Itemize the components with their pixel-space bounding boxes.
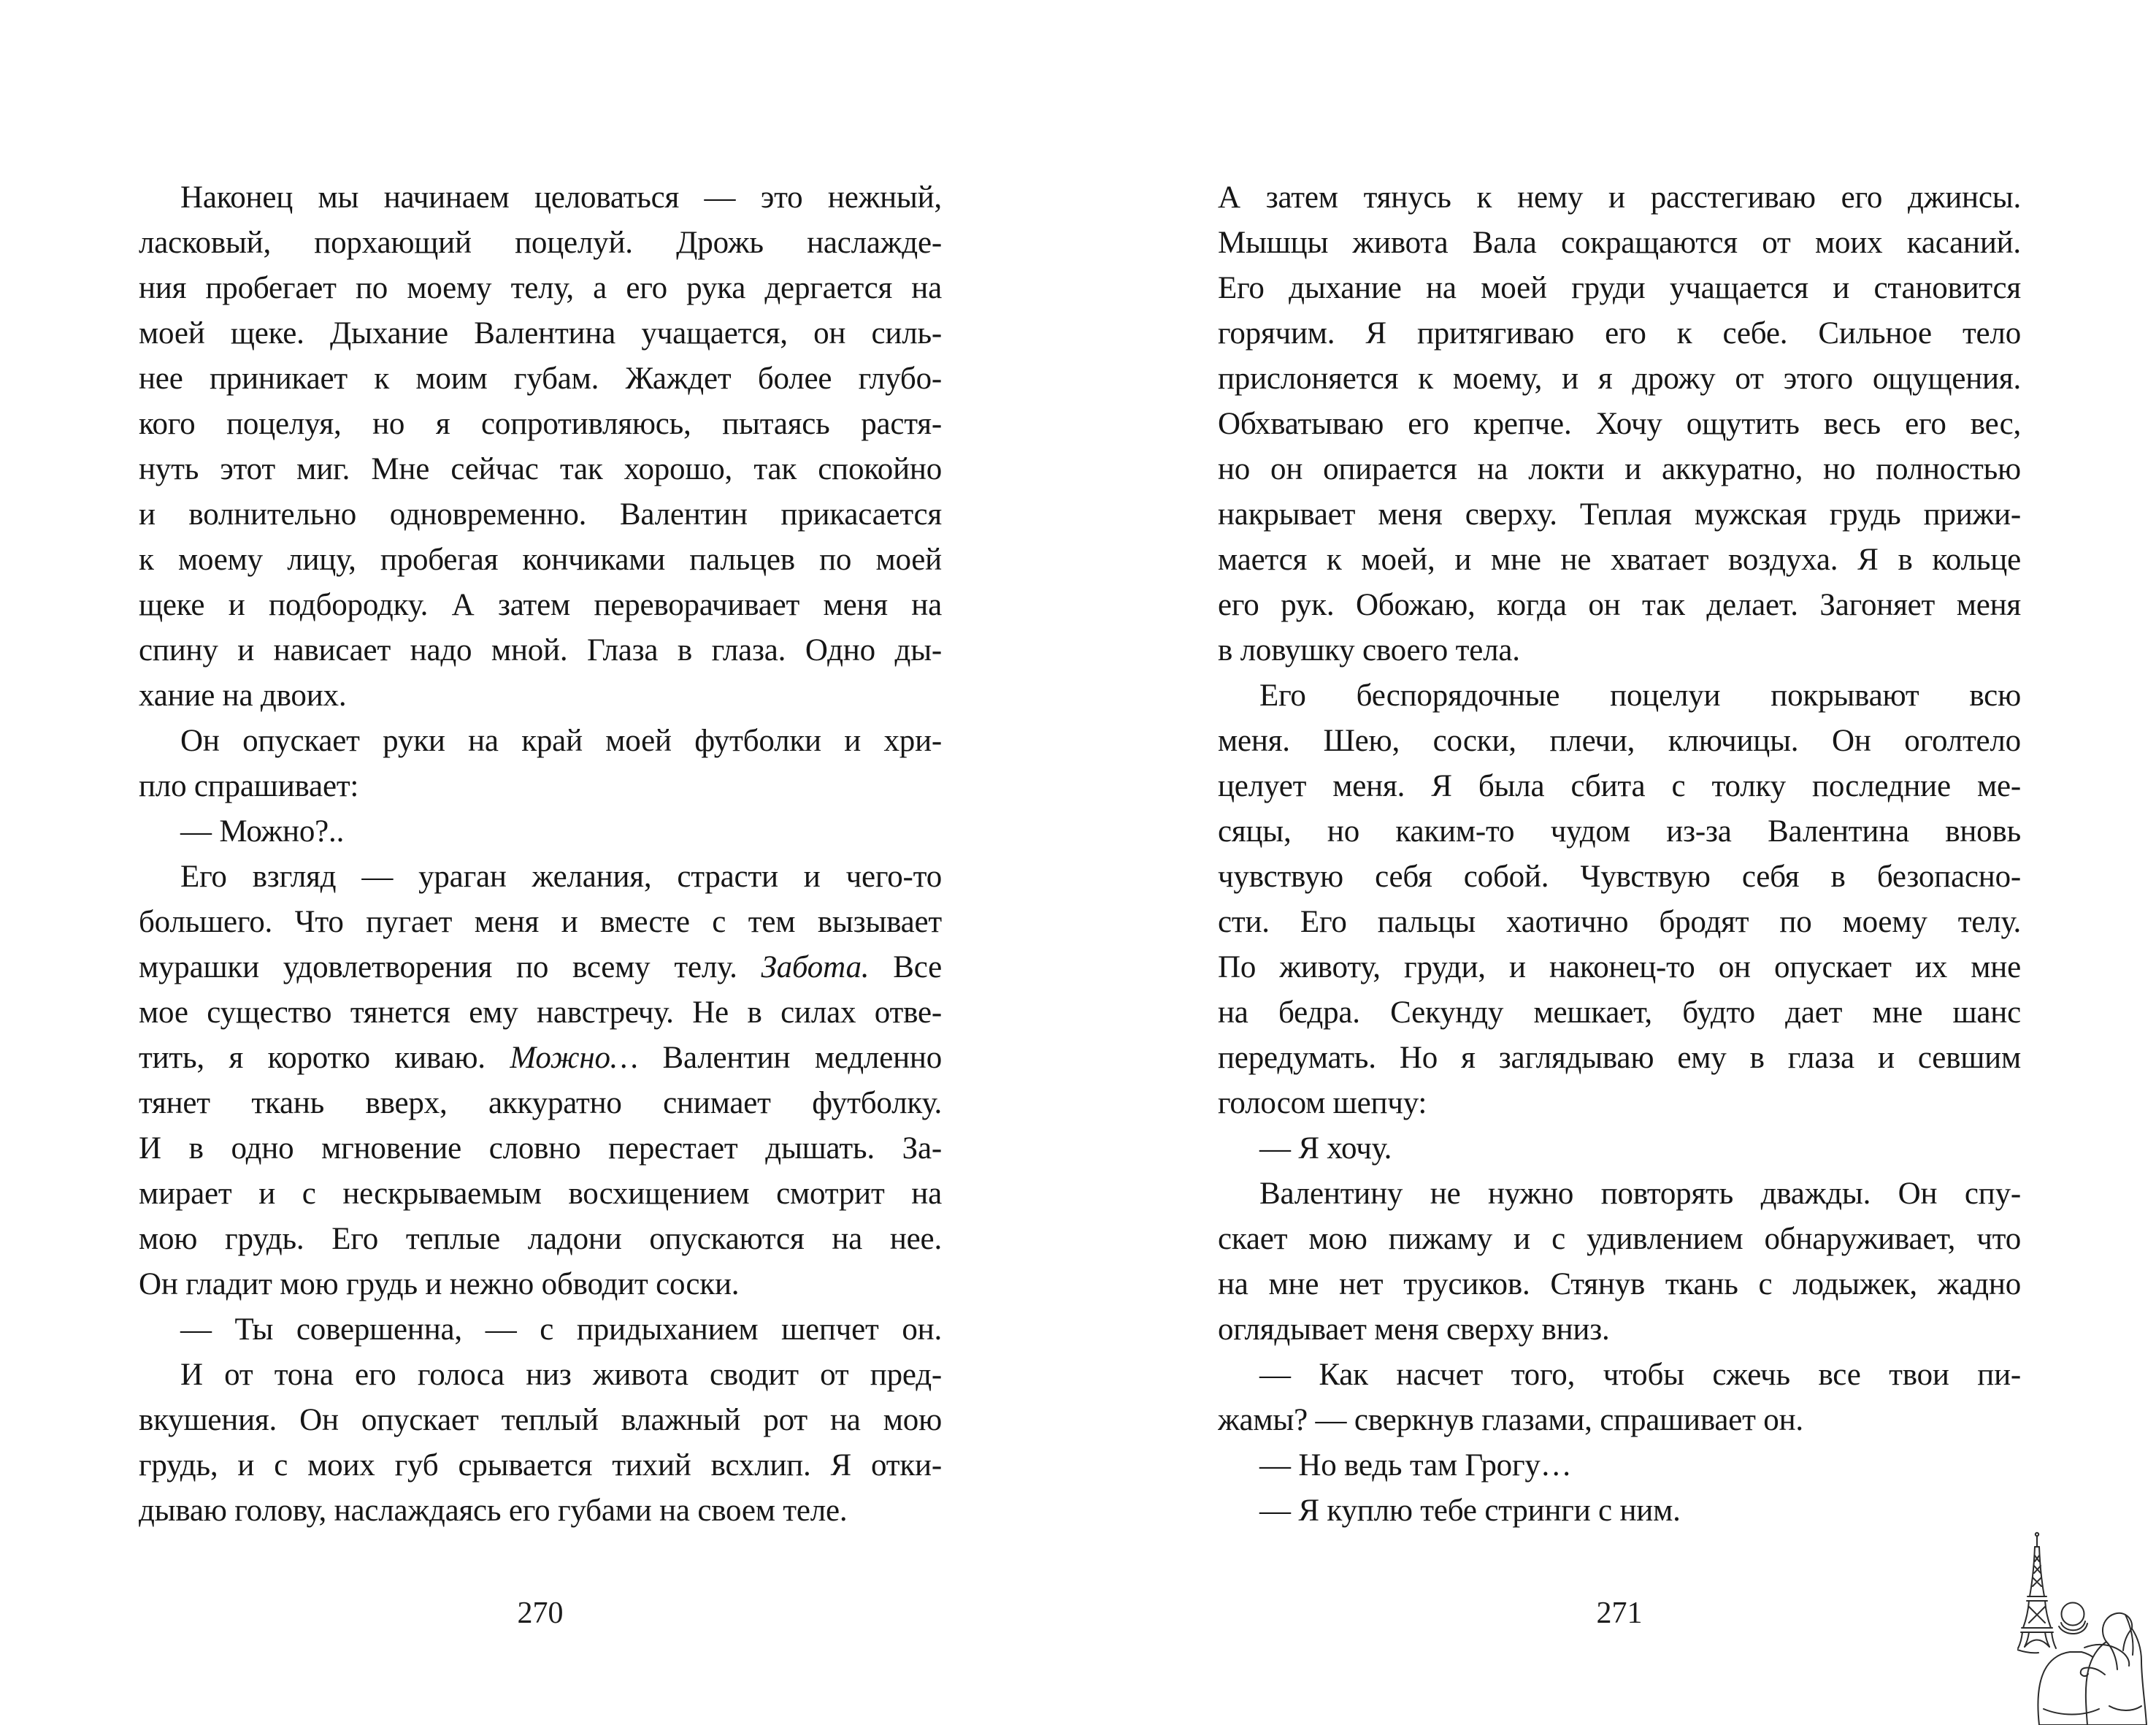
text-line: и волнительно одновременно. Валентин прикасается (139, 497, 942, 532)
text-line: голосом шепчу: (1218, 1086, 1427, 1120)
text-line: нуть этот миг. Мне сейчас так хорошо, так спокойно (139, 452, 942, 486)
text-line: Его беспорядочные поцелуи покрывают всю (1259, 678, 2021, 713)
text-line: мою грудь. Его теплые ладони опускаются на нее. (139, 1222, 942, 1256)
text-line: дываю голову, наслаждаясь его губами на своем теле. (139, 1493, 848, 1528)
text-line: его рук. Обожаю, когда он так делает. Загоняет меня (1218, 588, 2021, 622)
text-line: Валентину не нужно повторять дважды. Он спу- (1259, 1177, 2021, 1211)
text-line: моей щеке. Дыхание Валентина учащается, он силь- (139, 316, 942, 351)
page-right (1218, 175, 2021, 1680)
text-line: щеке и подбородку. А затем переворачивает меня на (139, 588, 942, 622)
eiffel-tower-couple-illustration (2017, 1525, 2156, 1725)
text-line: ния пробегает по моему телу, а его рука дергается на (139, 271, 942, 305)
page-text (139, 175, 942, 1534)
text-line: — Можно?.. (180, 814, 345, 849)
text-line: Мышцы живота Вала сокращаются от моих касаний. (1218, 226, 2021, 260)
text-line: И от тона его голоса низ живота сводит от пред- (180, 1358, 942, 1392)
text-line: По животу, груди, и наконец-то он опускает их мне (1218, 950, 2021, 984)
eiffel-tower-icon (2017, 1533, 2056, 1653)
text-line: мурашки удовлетворения по всему телу. Забота. Все (139, 950, 942, 984)
text-line: на мне нет трусиков. Стянув ткань с лодыжек, жадно (1218, 1267, 2021, 1301)
text-line: передумать. Но я заглядываю ему в глаза и севшим (1218, 1041, 2021, 1075)
text-line: — Но ведь там Грогу… (1259, 1448, 1572, 1483)
text-line: мается к моей, и мне не хватает воздуха. Я в кольце (1218, 543, 2021, 577)
text-line: Его взгляд — ураган желания, страсти и чего-то (180, 860, 942, 894)
text-line: жамы? — сверкнув глазами, спрашивает он. (1218, 1403, 1803, 1437)
text-line: целует меня. Я была сбита с толку последние ме- (1218, 769, 2021, 803)
text-line: мое существо тянется ему навстречу. Не в силах отве- (139, 995, 942, 1030)
page-left (139, 175, 942, 1680)
page-number-left: 270 (517, 1596, 564, 1630)
text-line: — Ты совершенна, — с придыханием шепчет он. (180, 1312, 942, 1347)
text-line: тянет ткань вверх, аккуратно снимает футболку. (139, 1086, 942, 1120)
text-line: Его дыхание на моей груди учащается и становится (1218, 271, 2021, 305)
text-line: мирает и с нескрываемым восхищением смотрит на (139, 1177, 942, 1211)
text-line: горячим. Я притягиваю его к себе. Сильное тело (1218, 316, 2021, 351)
text-line: спину и нависает надо мной. Глаза в глаза. Одно ды- (139, 633, 942, 668)
text-line: прислоняется к моему, и я дрожу от этого ощущения. (1218, 362, 2021, 396)
text-line: нее приникает к моим губам. Жаждет более глубо- (139, 362, 942, 396)
text-line: — Я куплю тебе стринги с ним. (1259, 1493, 1681, 1528)
text-line: тить, я коротко киваю. Можно… Валентин медленно (139, 1041, 942, 1075)
text-line: хание на двоих. (139, 678, 347, 713)
text-line: сяцы, но каким-то чудом из-за Валентина вновь (1218, 814, 2021, 849)
couple-figures (2038, 1603, 2147, 1725)
text-line: скает мою пижаму и с удивлением обнаруживает, что (1218, 1222, 2021, 1256)
text-line: вкушения. Он опускает теплый влажный рот на мою (139, 1403, 942, 1437)
text-line: чувствую себя собой. Чувствую себя в безопасно- (1218, 860, 2021, 894)
text-line: в ловушку своего тела. (1218, 633, 1520, 668)
text-line: ласковый, порхающий поцелуй. Дрожь наслажде- (139, 226, 942, 260)
text-line: — Я хочу. (1259, 1131, 1392, 1166)
text-line: И в одно мгновение словно перестает дышать. За- (139, 1131, 942, 1166)
text-line: — Как насчет того, чтобы сжечь все твои пи- (1259, 1358, 2021, 1392)
text-line: Он опускает руки на край моей футболки и хри- (180, 724, 942, 758)
text-line: большего. Что пугает меня и вместе с тем вызывает (139, 905, 942, 939)
text-line: оглядывает меня сверху вниз. (1218, 1312, 1610, 1347)
text-line: кого поцелуя, но я сопротивляюсь, пытаясь растя- (139, 407, 942, 441)
text-line: грудь, и с моих губ срывается тихий всхлип. Я отки- (139, 1448, 942, 1483)
page-number-right: 271 (1596, 1596, 1643, 1630)
text-line: сти. Его пальцы хаотично бродят по моему телу. (1218, 905, 2021, 939)
text-line: к моему лицу, пробегая кончиками пальцев по моей (139, 543, 942, 577)
text-line: А затем тянусь к нему и расстегиваю его джинсы. (1218, 180, 2021, 215)
text-line: Он гладит мою грудь и нежно обводит соски. (139, 1267, 740, 1301)
text-line: на бедра. Секунду мешкает, будто дает мне шанс (1218, 995, 2021, 1030)
text-line: меня. Шею, соски, плечи, ключицы. Он оголтело (1218, 724, 2021, 758)
text-line: Наконец мы начинаем целоваться — это нежный, (180, 180, 942, 215)
text-line: но он опирается на локти и аккуратно, но полностью (1218, 452, 2021, 486)
text-line: накрывает меня сверху. Теплая мужская грудь прижи- (1218, 497, 2021, 532)
page-text (1218, 175, 2021, 1534)
text-line: Обхватываю его крепче. Хочу ощутить весь его вес, (1218, 407, 2021, 441)
text-line: пло спрашивает: (139, 769, 359, 803)
